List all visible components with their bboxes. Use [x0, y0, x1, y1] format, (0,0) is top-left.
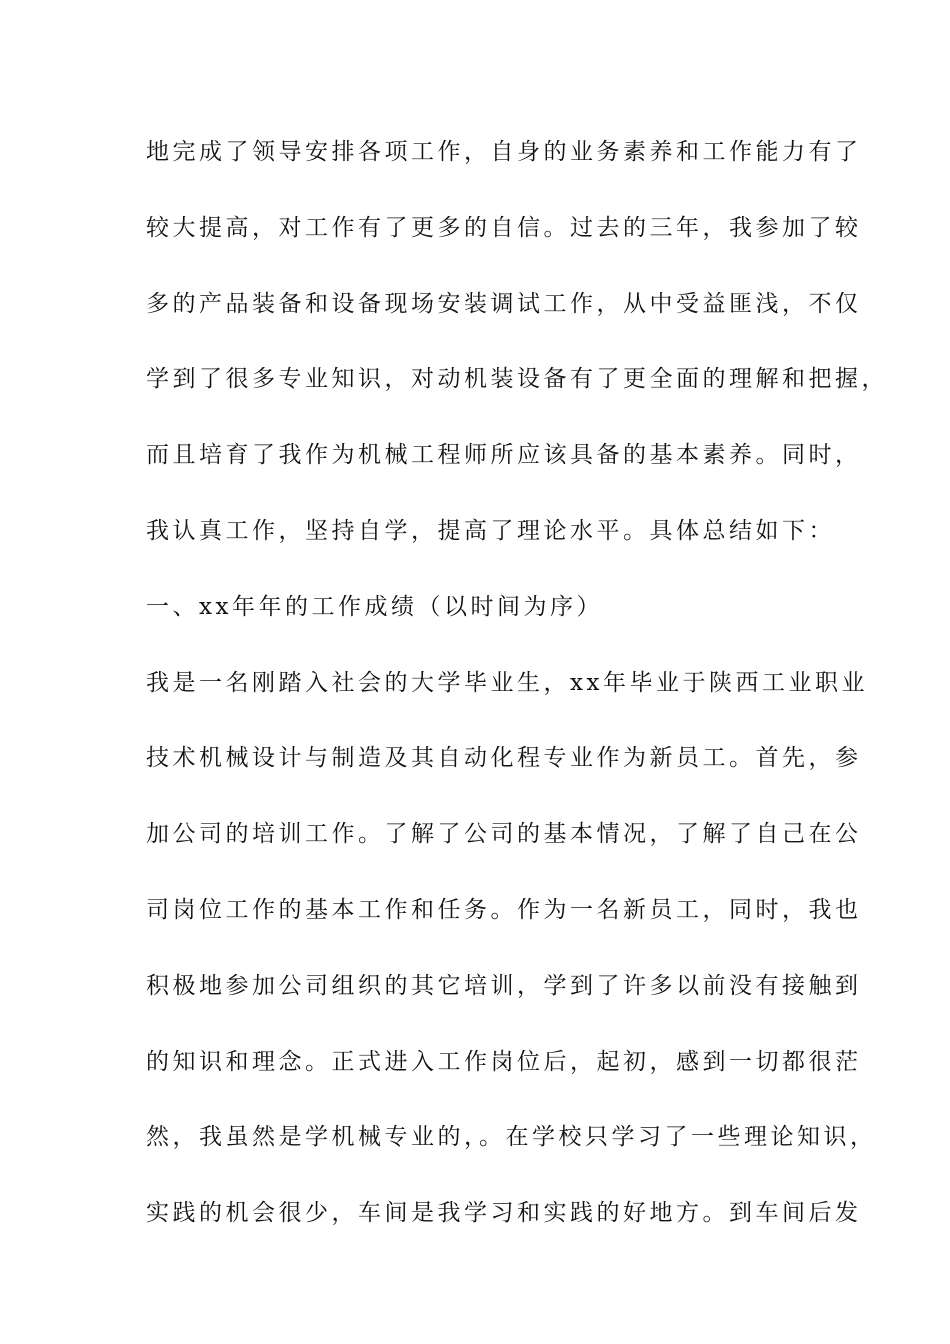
text-line: 实践的机会很少，车间是我学习和实践的好地方。到车间后发	[146, 1200, 862, 1227]
text-line: 而且培育了我作为机械工程师所应该具备的基本素养。同时，	[146, 442, 862, 469]
text-line: 司岗位工作的基本工作和任务。作为一名新员工，同时，我也	[146, 896, 862, 923]
text-line: 技术机械设计与制造及其自动化程专业作为新员工。首先，参	[146, 745, 862, 772]
text-line: 地完成了领导安排各项工作，自身的业务素养和工作能力有了	[146, 139, 862, 165]
text-line: 加公司的培训工作。了解了公司的基本情况，了解了自己在公	[146, 821, 862, 848]
text-line: 然，我虽然是学机械专业的，。在学校只学习了一些理论知识，	[146, 1124, 877, 1151]
text-line: 多的产品装备和设备现场安装调试工作，从中受益匪浅，不仅	[146, 290, 862, 317]
body-text	[146, 132, 888, 1269]
text-line: 我认真工作，坚持自学，提高了理论水平。具体总结如下：	[146, 517, 835, 544]
text-line: 我是一名刚踏入社会的大学毕业生，xx年毕业于陕西工业职业	[146, 669, 868, 696]
text-line: 学到了很多专业知识，对动机装设备有了更全面的理解和把握，	[146, 366, 888, 393]
text-line: 积极地参加公司组织的其它培训，学到了许多以前没有接触到	[146, 972, 862, 999]
text-line: 较大提高，对工作有了更多的自信。过去的三年，我参加了较	[146, 214, 862, 241]
text-line: 的知识和理念。正式进入工作岗位后，起初，感到一切都很茫	[146, 1048, 862, 1075]
section-heading: 一、xx年年的工作成绩（以时间为序）	[146, 593, 603, 620]
